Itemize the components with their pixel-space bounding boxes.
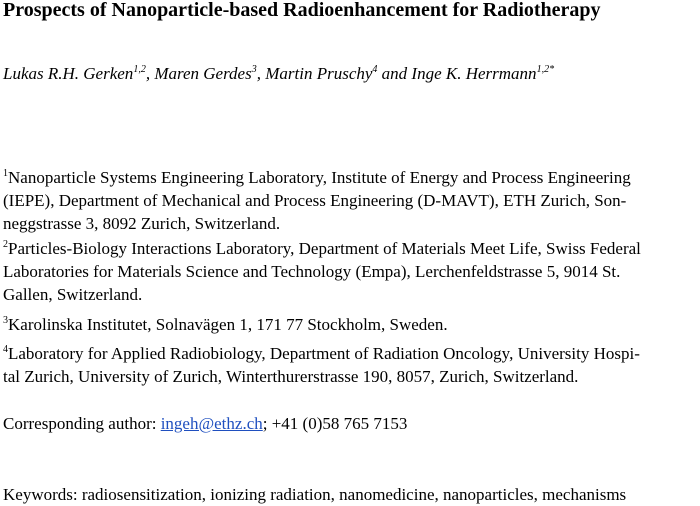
affiliation-line: Gallen, Switzerland. <box>3 285 143 304</box>
author-affiliation-mark: 1,2 <box>133 64 146 75</box>
author-affiliation-mark: 3 <box>251 64 257 75</box>
affiliation-2 <box>3 237 695 306</box>
affiliation-line: $^2$Particles-Biology Interactions Laboratory, Department of Materials Meet Life, Swiss Federal <box>3 239 641 258</box>
affiliation-4 <box>3 342 695 388</box>
author-separator: , <box>145 64 155 83</box>
affiliation-mark: 2 <box>3 239 8 250</box>
author-affiliation-mark: 1,2* <box>536 64 555 75</box>
author-name: Lukas R.H. Gerken <box>3 64 134 83</box>
author-affiliation-mark: 4 <box>372 64 378 75</box>
keywords: Keywords: radiosensitization, ionizing radiation, nanomedicine, nanoparticles, mechanisms <box>3 485 627 504</box>
affiliation-line: Laboratories for Materials Science and Technology (Empa), Lerchenfeldstrasse 5, 9014 St. <box>3 262 621 281</box>
paper-title: Prospects of Nanoparticle-based Radioenhancement for Radiotherapy <box>3 0 601 21</box>
affiliation-mark: 1 <box>3 168 8 179</box>
author-list <box>3 63 554 85</box>
affiliation-1 <box>3 166 695 235</box>
affiliation-3 <box>3 313 695 336</box>
corresponding-author <box>3 413 407 435</box>
author-name: Maren Gerdes <box>154 64 252 83</box>
affiliation-line: (IEPE), Department of Mechanical and Process Engineering (D-MAVT), ETH Zurich, Son- <box>3 191 627 210</box>
affiliation-line: neggstrasse 3, 8092 Zurich, Switzerland. <box>3 214 281 233</box>
affiliation-line: $^4$Laboratory for Applied Radiobiology, Department of Radiation Oncology, University Hospi- <box>3 344 640 363</box>
affiliation-line: $^1$Nanoparticle Systems Engineering Laboratory, Institute of Energy and Process Engineering <box>3 168 631 187</box>
phone-number: ; +41 (0)58 765 7153 <box>262 414 408 433</box>
corresponding-label: Corresponding author: <box>3 414 161 433</box>
author-name: Martin Pruschy <box>265 64 373 83</box>
affiliation-line: tal Zurich, University of Zurich, Winterthurerstrasse 190, 8057, Zurich, Switzerland. <box>3 367 579 386</box>
affiliation-line: $^3$Karolinska Institutet, Solnavägen 1, 171 77 Stockholm, Sweden. <box>3 315 448 334</box>
author-name: Inge K. Herrmann <box>411 64 537 83</box>
affiliation-mark: 4 <box>3 344 8 355</box>
email-link[interactable]: ingeh@ethz.ch <box>160 414 263 433</box>
author-separator: and <box>377 64 412 83</box>
author-separator: , <box>256 64 266 83</box>
affiliation-mark: 3 <box>3 315 8 326</box>
